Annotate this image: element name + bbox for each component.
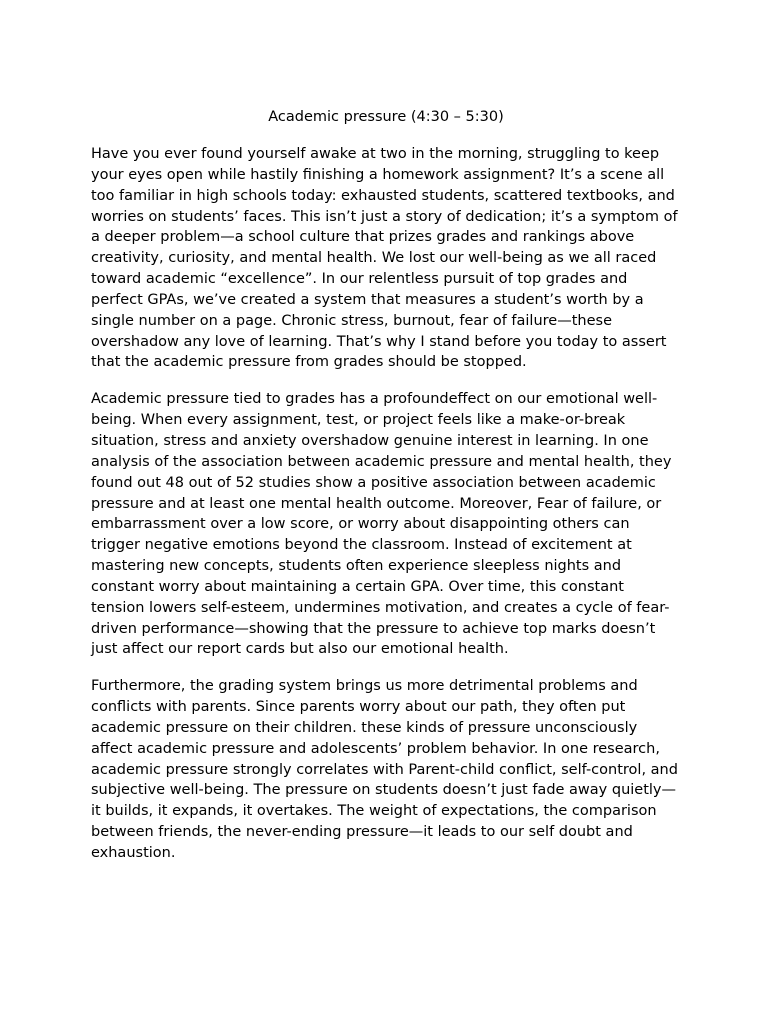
paragraph-parent-conflict: Furthermore, the grading system brings us more detrimental problems and conflicts with parents. Since parents worry about our path, they often put academic pressure on their children. these kinds of pressure unconsciously affect academic pressure and adolescents’ problem behavior. In one research, academic pressure strongly correlates with Parent-child conflict, self-control, and subjective well-being. The pressure on students doesn’t just fade away quietly—it builds, it expands, it overtakes. The weight of expectations, the comparison between friends, the never-ending pressure—it leads to our self doubt and exhaustion.	[91, 678, 678, 861]
document-body	[91, 144, 681, 880]
paragraph-intro: Have you ever found yourself awake at two in the morning, struggling to keep your eyes open while hastily finishing a homework assignment? It’s a scene all too familiar in high schools today: exhausted students, scattered textbooks, and worries on students’ faces. This isn’t just a story of dedication; it’s a symptom of a deeper problem—a school culture that prizes grades and rankings above creativity, curiosity, and mental health. We lost our well-being as we all raced toward academic “excellence”. In our relentless pursuit of top grades and perfect GPAs, we’ve created a system that measures a student’s worth by a single number on a page. Chronic stress, burnout, fear of failure—these overshadow any love of learning. That’s why I stand before you today to assert that the academic pressure from grades should be stopped.	[91, 146, 678, 371]
paragraph-emotional-wellbeing: Academic pressure tied to grades has a profoundeffect on our emotional well-being. When every assignment, test, or project feels like a make-or-break situation, stress and anxiety overshadow genuine interest in learning. In one analysis of the association between academic pressure and mental health, they found out 48 out of 52 studies show a positive association between academic pressure and at least one mental health outcome. Moreover, Fear of failure, or embarrassment over a low score, or worry about disappointing others can trigger negative emotions beyond the classroom. Instead of excitement at mastering new concepts, students often experience sleepless nights and constant worry about maintaining a certain GPA. Over time, this constant tension lowers self-esteem, undermines motivation, and creates a cycle of fear-driven performance—showing that the pressure to achieve top marks doesn’t just affect our report cards but also our emotional health.	[91, 391, 672, 658]
document-title: Academic pressure (4:30 – 5:30)	[268, 109, 504, 125]
